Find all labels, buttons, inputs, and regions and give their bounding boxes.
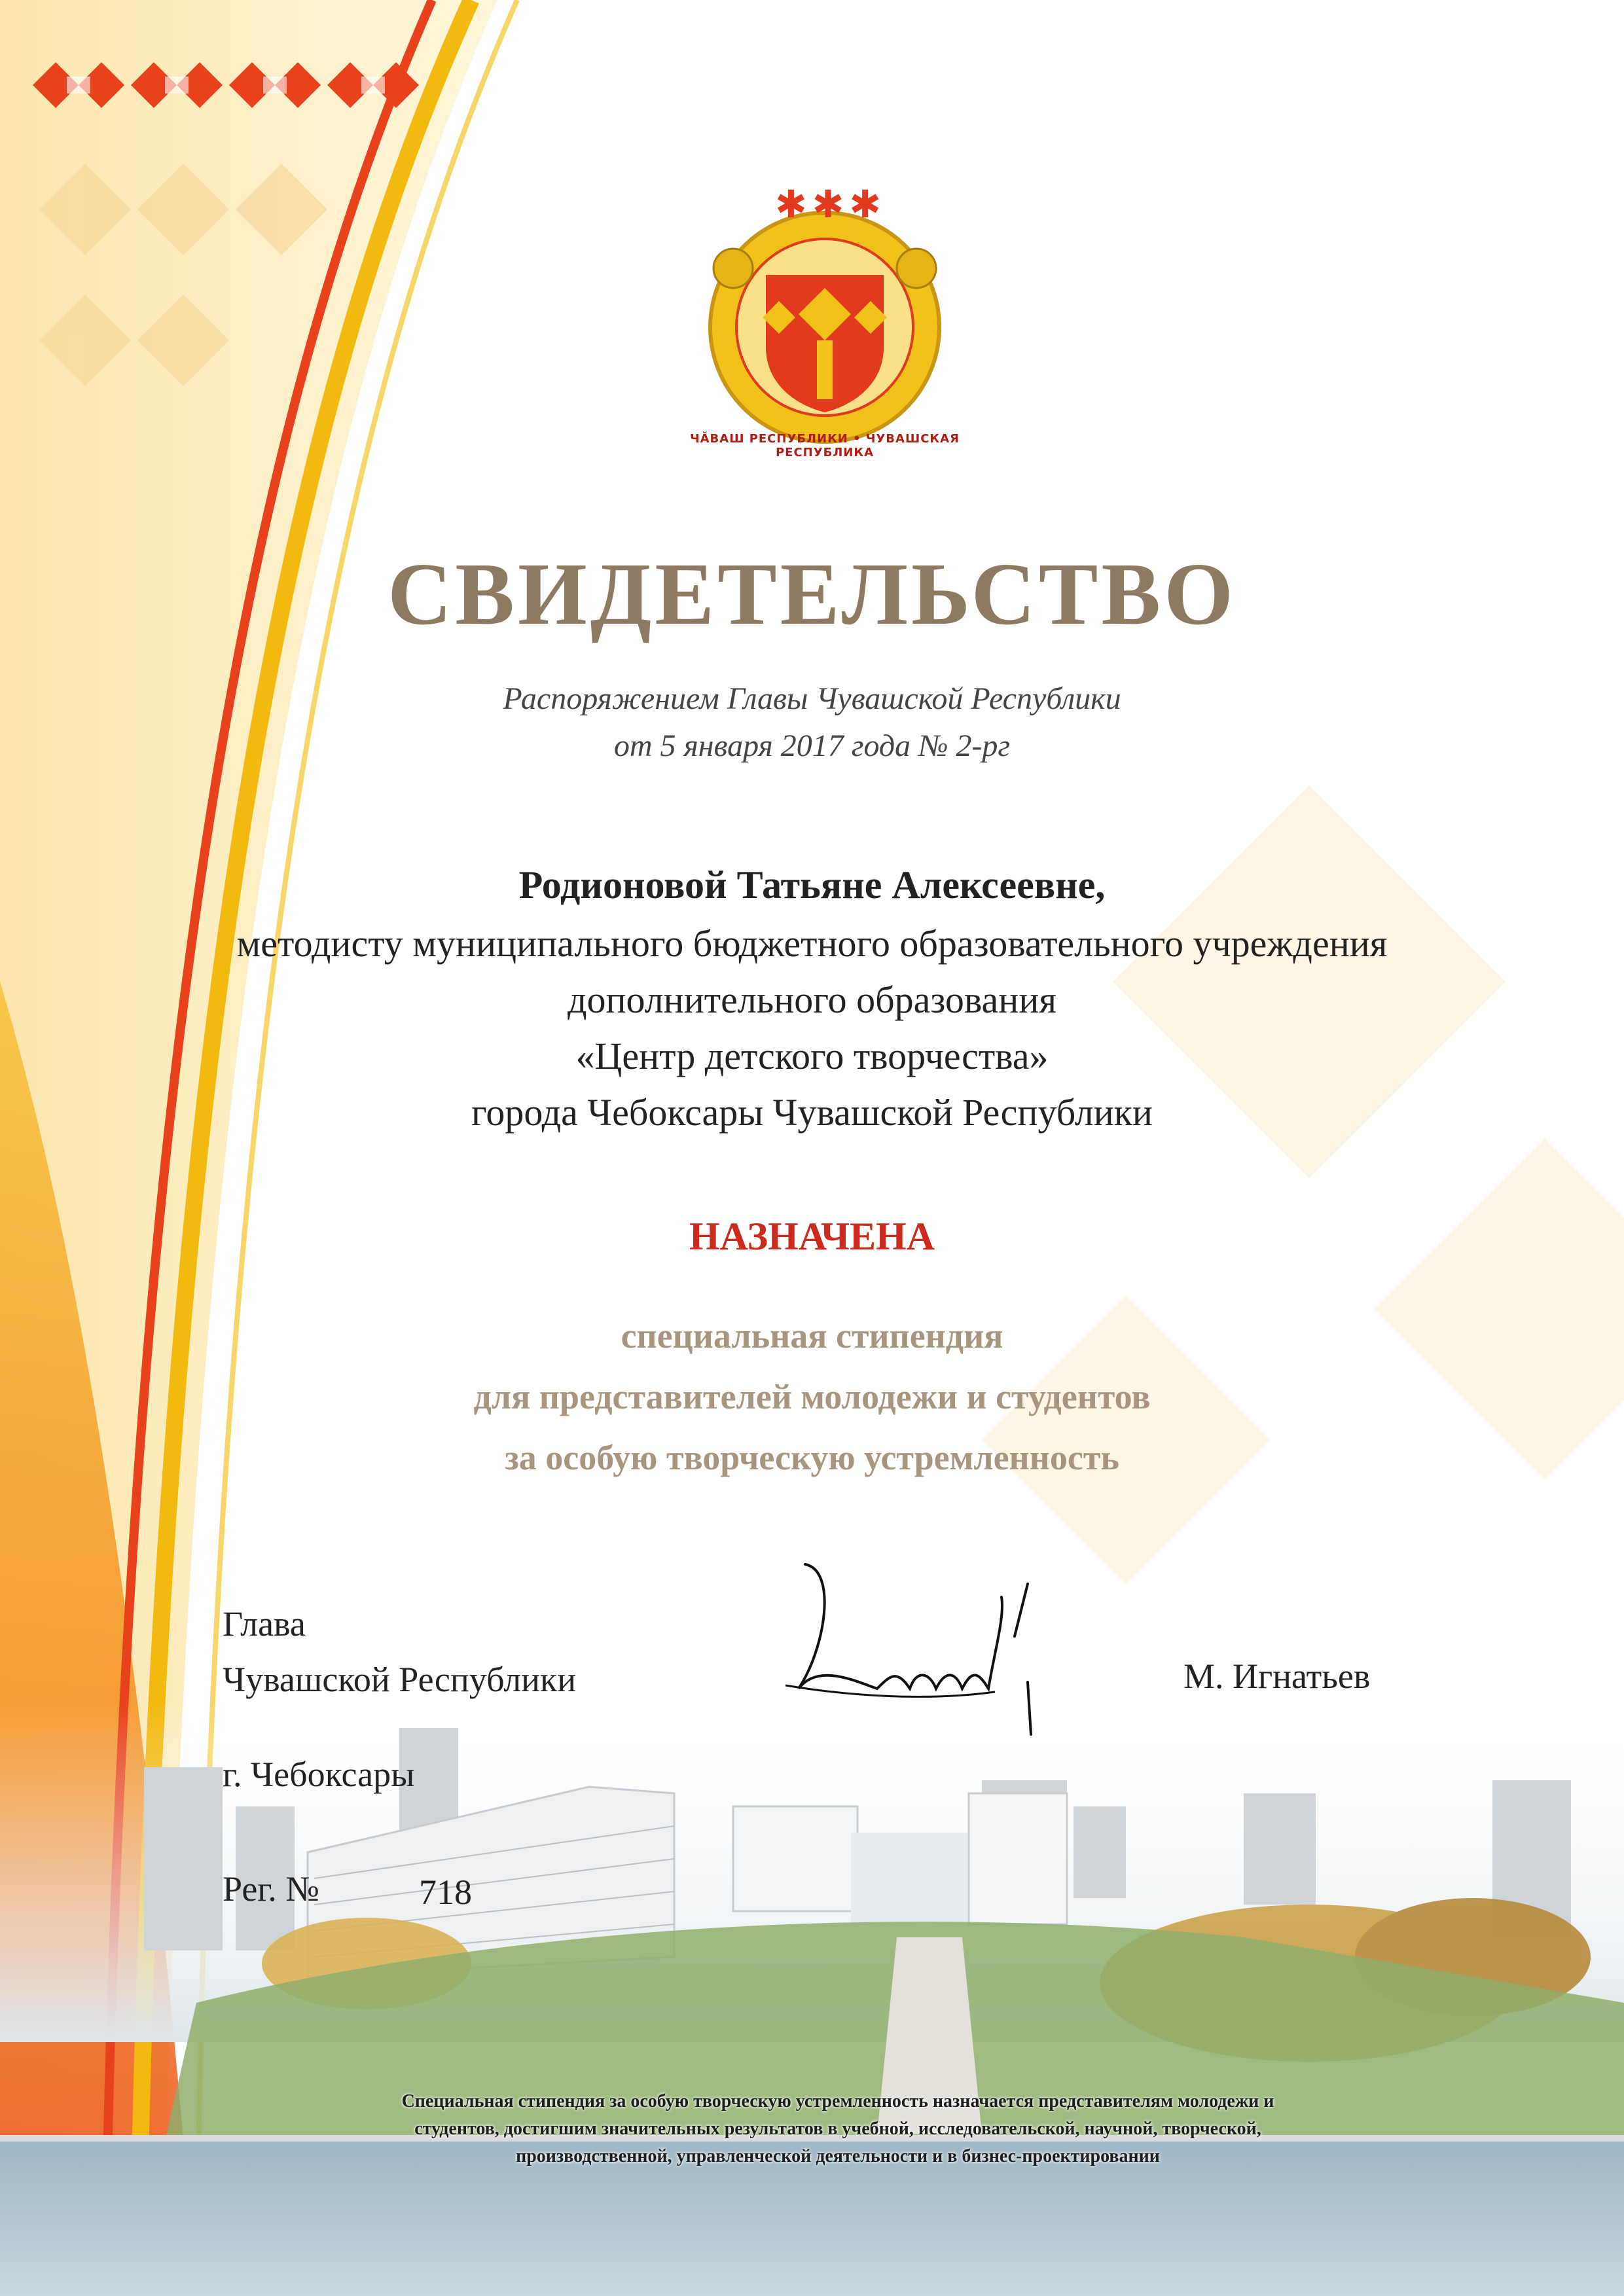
issue-place: г. Чебоксары [223, 1755, 415, 1794]
emblem-inscription: ЧĂВАШ РЕСПУБЛИКИ • ЧУВАШСКАЯ РЕСПУБЛИКА [690, 432, 960, 459]
footnote-line: студентов, достигшим значительных результатов в учебной, исследовательской, научной, творческой, [414, 2119, 1261, 2139]
decree-line-1: Распоряжением Главы Чувашской Республики [503, 681, 1121, 716]
award-status: НАЗНАЧЕНА [689, 1215, 935, 1258]
recipient-position-line: города Чебоксары Чувашской Республики [471, 1091, 1153, 1134]
scholarship-line: за особую творческую устремленность [505, 1438, 1119, 1477]
certificate-title: СВИДЕТЕЛЬСТВО [388, 545, 1236, 643]
scholarship-line: специальная стипендия [621, 1316, 1003, 1355]
scholarship-line: для представителей молодежи и студентов [473, 1377, 1151, 1416]
decree-line-2: от 5 января 2017 года № 2-рг [613, 728, 1011, 763]
emblem-stars: ✱✱✱ [775, 182, 886, 226]
footnote-line: Специальная стипендия за особую творческую устремленность назначается представителям молодежи и [401, 2091, 1274, 2111]
handwritten-signature [779, 1558, 1093, 1774]
recipient-position-line: методисту муниципального бюджетного образовательного учреждения [236, 922, 1388, 965]
recipient-name: Родионовой Татьяне Алексеевне, [518, 863, 1106, 906]
recipient-position-line: «Центр детского творчества» [575, 1035, 1049, 1077]
signatory-title-line-1: Глава [223, 1604, 306, 1643]
recipient-position-line: дополнительного образования [567, 978, 1057, 1021]
registration-label: Рег. № [223, 1869, 319, 1909]
signatory-title-line-2: Чувашской Республики [223, 1660, 577, 1699]
footnote [314, 2088, 1362, 2170]
footnote-line: производственной, управленческой деятельности и в бизнес-проектировании [516, 2146, 1160, 2166]
registration-number: 718 [419, 1873, 472, 1912]
signatory-name: М. Игнатьев [1183, 1657, 1371, 1696]
